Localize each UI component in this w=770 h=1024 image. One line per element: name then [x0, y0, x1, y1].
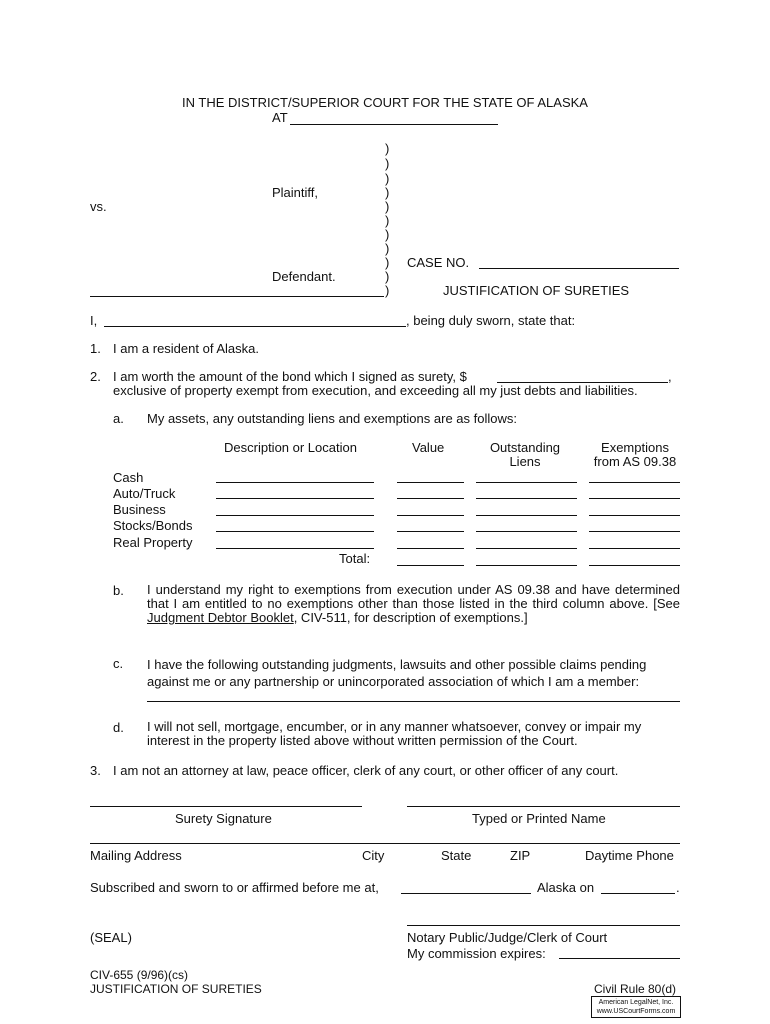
row-label: Real Property [113, 535, 193, 550]
description-field[interactable] [216, 515, 374, 516]
plaintiff-label: Plaintiff, [272, 185, 319, 200]
case-no-label: CASE NO. [407, 255, 470, 270]
item2-comma: , [668, 369, 672, 384]
description-field[interactable] [216, 498, 374, 499]
col-liens-header: Outstanding Liens [489, 440, 561, 469]
notary-label: Notary Public/Judge/Clerk of Court [407, 930, 608, 945]
value-field[interactable] [397, 515, 464, 516]
row-label: Auto/Truck [113, 486, 176, 501]
col-exemptions-header: Exemptions from AS 09.38 [593, 440, 677, 469]
col-description-header: Description or Location [224, 440, 357, 455]
notary-signature-field[interactable] [407, 925, 680, 926]
daytime-phone-label: Daytime Phone [585, 848, 674, 863]
total-liens-field[interactable] [476, 565, 577, 566]
vs-label: vs. [90, 199, 107, 214]
item-b-text: I understand my right to exemptions from execution under AS 09.38 and have determined that I am entitled to no exemptions other than those listed in the third column above. [See Judgment Debtor Booklet, CIV-511, for description of exemptions.] [147, 582, 680, 625]
row-label: Cash [113, 470, 144, 485]
form-number: CIV-655 (9/96)(cs) [90, 968, 189, 982]
description-field[interactable] [216, 482, 374, 483]
sworn-location-field[interactable] [401, 893, 531, 894]
item2-number: 2. [90, 369, 101, 384]
liens-field[interactable] [476, 498, 577, 499]
item-d-label: d. [113, 720, 124, 735]
item-d-text: I will not sell, mortgage, encumber, or in any manner whatsoever, convey or impair my interest in the property listed above without written permission of the Court. [147, 719, 642, 748]
liens-field[interactable] [476, 531, 577, 532]
i-label: I, [90, 313, 98, 328]
judgment-debtor-booklet-ref: Judgment Debtor Booklet [147, 610, 294, 625]
col-value-header: Value [412, 440, 445, 455]
row-label: Stocks/Bonds [113, 518, 193, 533]
exemptions-field[interactable] [589, 498, 680, 499]
publisher-badge: American LegalNet, Inc. www.USCourtForms.com [591, 996, 681, 1018]
liens-field[interactable] [476, 482, 577, 483]
form-title: JUSTIFICATION OF SURETIES [443, 283, 630, 298]
item-a-text: My assets, any outstanding liens and exemptions are as follows: [147, 411, 517, 426]
commission-expiry-field[interactable] [559, 958, 680, 959]
at-location-field[interactable] [290, 124, 498, 125]
total-label: Total: [339, 551, 371, 566]
item2-text-line2: exclusive of property exempt from execution, and exceeding all my just debts and liabilities. [113, 383, 638, 398]
case-number-field[interactable] [479, 268, 679, 269]
at-label: AT [272, 110, 288, 125]
period: . [676, 880, 680, 895]
item-a-label: a. [113, 411, 124, 426]
seal-label: (SEAL) [90, 930, 132, 945]
surety-signature-field[interactable] [90, 806, 362, 807]
item-c-text: I have the following outstanding judgments, lawsuits and other possible claims pending against me or any partnership or unincorporated association of which I am a member: [147, 657, 647, 689]
exemptions-field[interactable] [589, 531, 680, 532]
defendant-name-field[interactable] [90, 296, 384, 297]
commission-label: My commission expires: [407, 946, 546, 961]
liens-field[interactable] [476, 515, 577, 516]
sworn-statement: , being duly sworn, state that: [406, 313, 576, 328]
exemptions-field[interactable] [589, 482, 680, 483]
exemptions-field[interactable] [589, 515, 680, 516]
row-label: Business [113, 502, 166, 517]
description-field[interactable] [216, 531, 374, 532]
item2-text-line1: I am worth the amount of the bond which I signed as surety, $ [113, 369, 467, 384]
value-field[interactable] [397, 498, 464, 499]
footer-form-title: JUSTIFICATION OF SURETIES [90, 982, 262, 996]
mailing-address-field[interactable] [90, 843, 680, 844]
civil-rule: Civil Rule 80(d) [594, 982, 677, 996]
sworn-date-field[interactable] [601, 893, 675, 894]
item1-number: 1. [90, 341, 101, 356]
city-label: City [362, 848, 385, 863]
typed-name-field[interactable] [407, 806, 680, 807]
value-field[interactable] [397, 548, 464, 549]
mailing-address-label: Mailing Address [90, 848, 182, 863]
alaska-on-label: Alaska on [537, 880, 595, 895]
value-field[interactable] [397, 531, 464, 532]
surety-signature-label: Surety Signature [175, 811, 272, 826]
total-value-field[interactable] [397, 565, 464, 566]
liens-field[interactable] [476, 548, 577, 549]
claims-field[interactable] [147, 701, 680, 702]
surety-name-field[interactable] [104, 326, 406, 327]
exemptions-field[interactable] [589, 548, 680, 549]
item1-text: I am a resident of Alaska. [113, 341, 259, 356]
zip-label: ZIP [510, 848, 531, 863]
total-exemptions-field[interactable] [589, 565, 680, 566]
defendant-label: Defendant. [272, 269, 336, 284]
court-heading: IN THE DISTRICT/SUPERIOR COURT FOR THE STATE OF ALASKA [182, 95, 588, 110]
item3-number: 3. [90, 763, 101, 778]
description-field[interactable] [216, 548, 374, 549]
value-field[interactable] [397, 482, 464, 483]
item-c-label: c. [113, 656, 124, 671]
state-label: State [441, 848, 472, 863]
item-b-label: b. [113, 583, 124, 598]
item3-text: I am not an attorney at law, peace officer, clerk of any court, or other officer of any court. [113, 763, 619, 778]
typed-name-label: Typed or Printed Name [472, 811, 606, 826]
subscribed-text: Subscribed and sworn to or affirmed before me at, [90, 880, 379, 895]
